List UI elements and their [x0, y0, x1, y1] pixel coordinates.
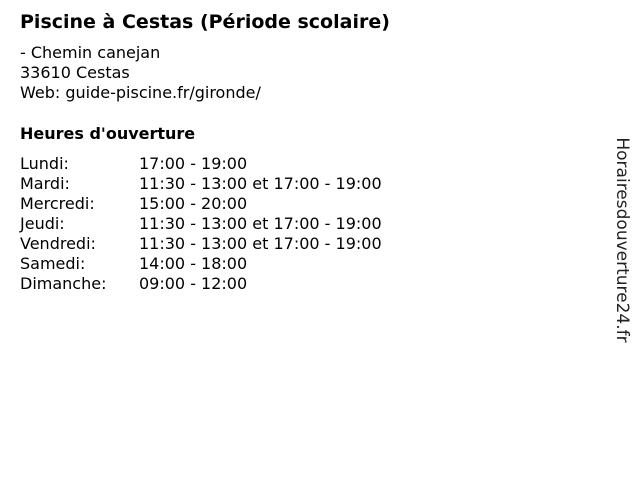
hours-row-samedi — [20, 254, 382, 274]
day-label: Samedi: — [20, 254, 86, 273]
hours-row-jeudi — [20, 214, 382, 234]
day-label: Mardi: — [20, 174, 70, 193]
address-city: 33610 Cestas — [20, 63, 130, 82]
opening-hours-table — [20, 154, 382, 294]
time-range: 15:00 - 20:00 — [139, 194, 248, 213]
opening-hours-heading: Heures d'ouverture — [20, 124, 196, 143]
day-label: Lundi: — [20, 154, 69, 173]
address-street: - Chemin canejan — [20, 43, 161, 62]
hours-row-mercredi — [20, 194, 382, 214]
hours-row-mardi — [20, 174, 382, 194]
day-label: Jeudi: — [20, 214, 65, 233]
time-range: 17:00 - 19:00 — [139, 154, 248, 173]
day-label: Mercredi: — [20, 194, 95, 213]
hours-row-dimanche — [20, 274, 382, 294]
time-range: 09:00 - 12:00 — [139, 274, 248, 293]
time-range: 11:30 - 13:00 et 17:00 - 19:00 — [139, 174, 382, 193]
site-watermark: Horairesdouverture24.fr — [612, 137, 632, 343]
address-web: Web: guide-piscine.fr/gironde/ — [20, 83, 261, 102]
address-block — [20, 43, 261, 103]
hours-row-vendredi — [20, 234, 382, 254]
day-label: Vendredi: — [20, 234, 96, 253]
time-range: 14:00 - 18:00 — [139, 254, 248, 273]
page-title: Piscine à Cestas (Période scolaire) — [20, 11, 390, 33]
time-range: 11:30 - 13:00 et 17:00 - 19:00 — [139, 214, 382, 233]
hours-row-lundi — [20, 154, 382, 174]
day-label: Dimanche: — [20, 274, 107, 293]
time-range: 11:30 - 13:00 et 17:00 - 19:00 — [139, 234, 382, 253]
